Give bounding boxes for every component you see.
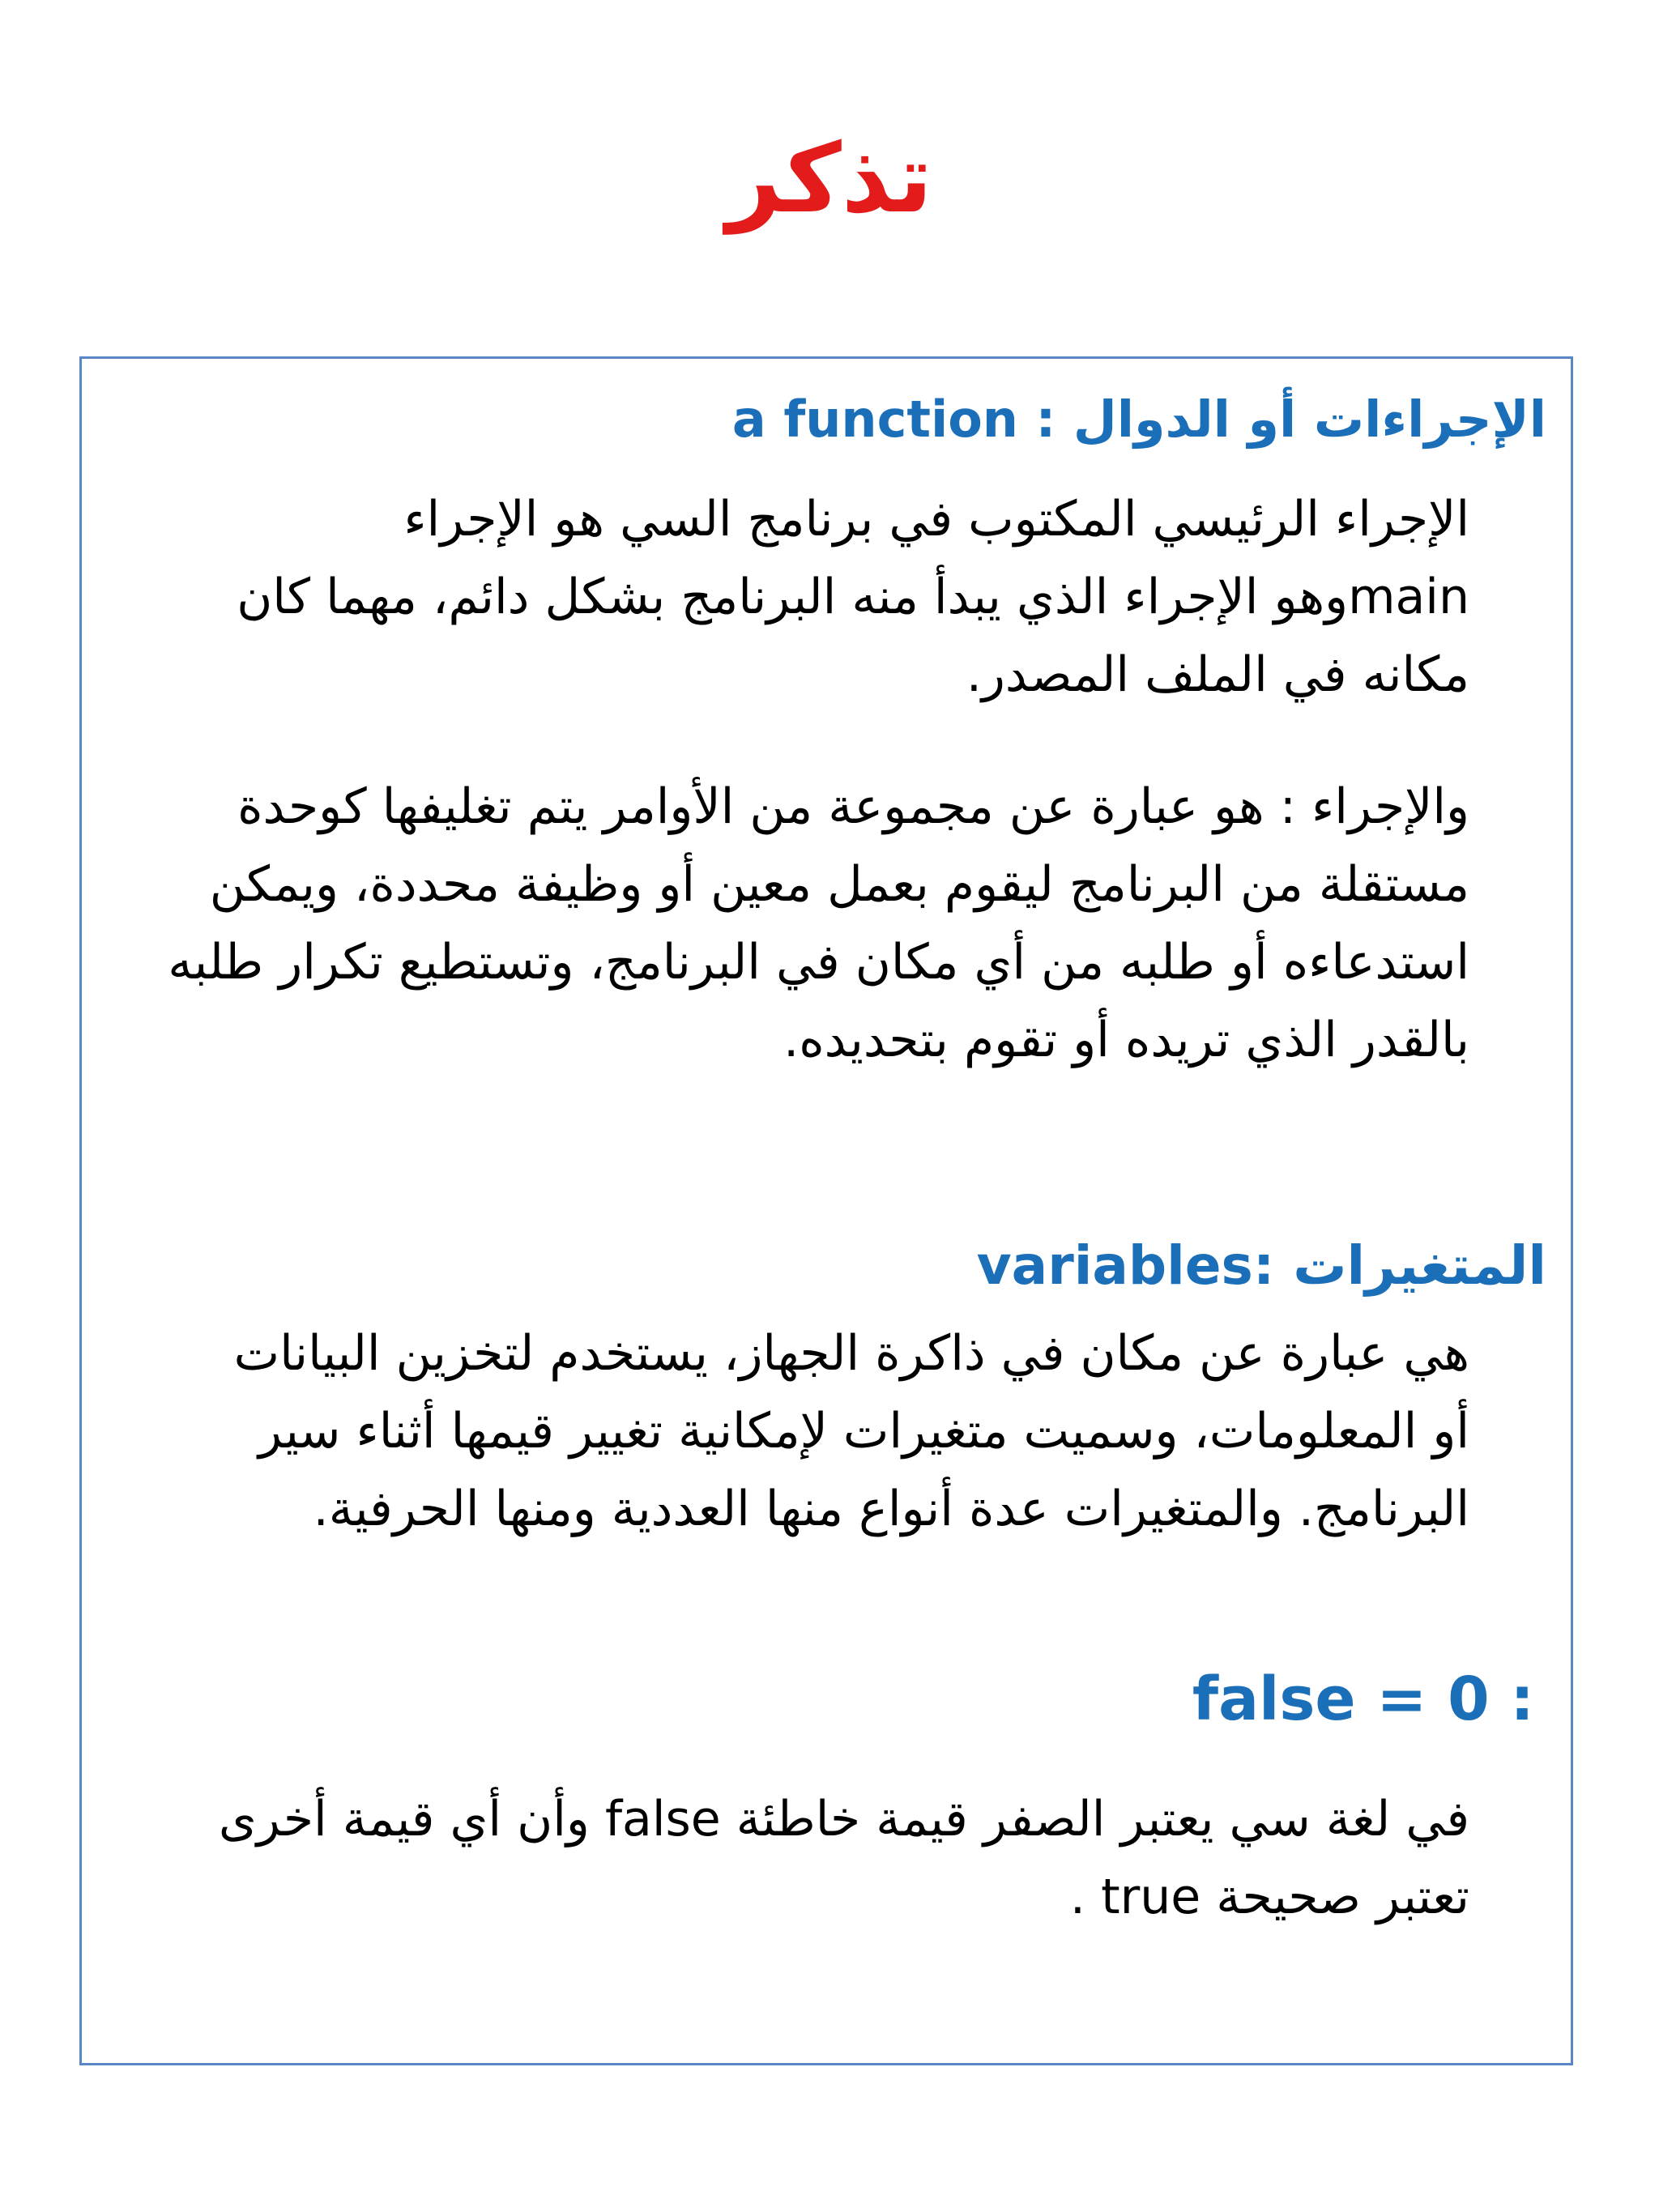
variables-heading-english: variables: (976, 1234, 1275, 1297)
functions-heading-arabic: الإجراءات أو الدوال : (1035, 390, 1546, 449)
content-box (79, 356, 1573, 2065)
false-zero-text-start: في لغة سي يعتبر الصفر قيمة خاطئة (736, 1791, 1469, 1848)
false-zero-text-middle: وأن أي قيمة أخرى تعتبر صحيحة (218, 1791, 1469, 1925)
main-keyword: main (1348, 569, 1469, 625)
main-function-text-end: وهو الإجراء الذي يبدأ منه البرنامج بشكل دائم، مهما كان مكانه في الملف المصدر. (237, 569, 1469, 703)
function-definition-paragraph: والإجراء : هو عبارة عن مجموعة من الأوامر يتم تغليفها كوحدة مستقلة من البرنامج ليقوم بعمل معين أو وظيفة محددة، ويمكن استدعاءه أو طلبه من أي مكان في البرنامج، وتستطيع تكرار طلبه بالقدر الذي تريده أو تقوم بتحديده. (168, 778, 1469, 1068)
false-zero-text-end: . (1069, 1869, 1085, 1925)
variables-heading-arabic: المتغيرات (1293, 1234, 1546, 1297)
true-keyword: true (1101, 1869, 1201, 1925)
main-function-text-start: الإجراء الرئيسي المكتوب في برنامج السي هو الإجراء (403, 491, 1469, 548)
false-keyword: false (604, 1791, 721, 1848)
functions-heading-english: a function (731, 390, 1018, 449)
main-function-paragraph (206, 480, 1469, 714)
false-zero-heading-text: false = 0 : (1192, 1664, 1534, 1734)
functions-heading (732, 383, 1546, 456)
false-zero-paragraph (125, 1780, 1469, 1936)
variables-paragraph: هي عبارة عن مكان في ذاكرة الجهاز، يستخدم لتخزين البيانات أو المعلومات، وسميت متغيرات لإمكانية تغيير قيمها أثناء سير البرنامج. والمتغيرات عدة أنواع منها العددية ومنها الحرفية. (233, 1325, 1469, 1537)
page-title: تذكر (726, 122, 933, 234)
variables-heading (977, 1230, 1546, 1302)
false-zero-heading (1192, 1663, 1534, 1736)
